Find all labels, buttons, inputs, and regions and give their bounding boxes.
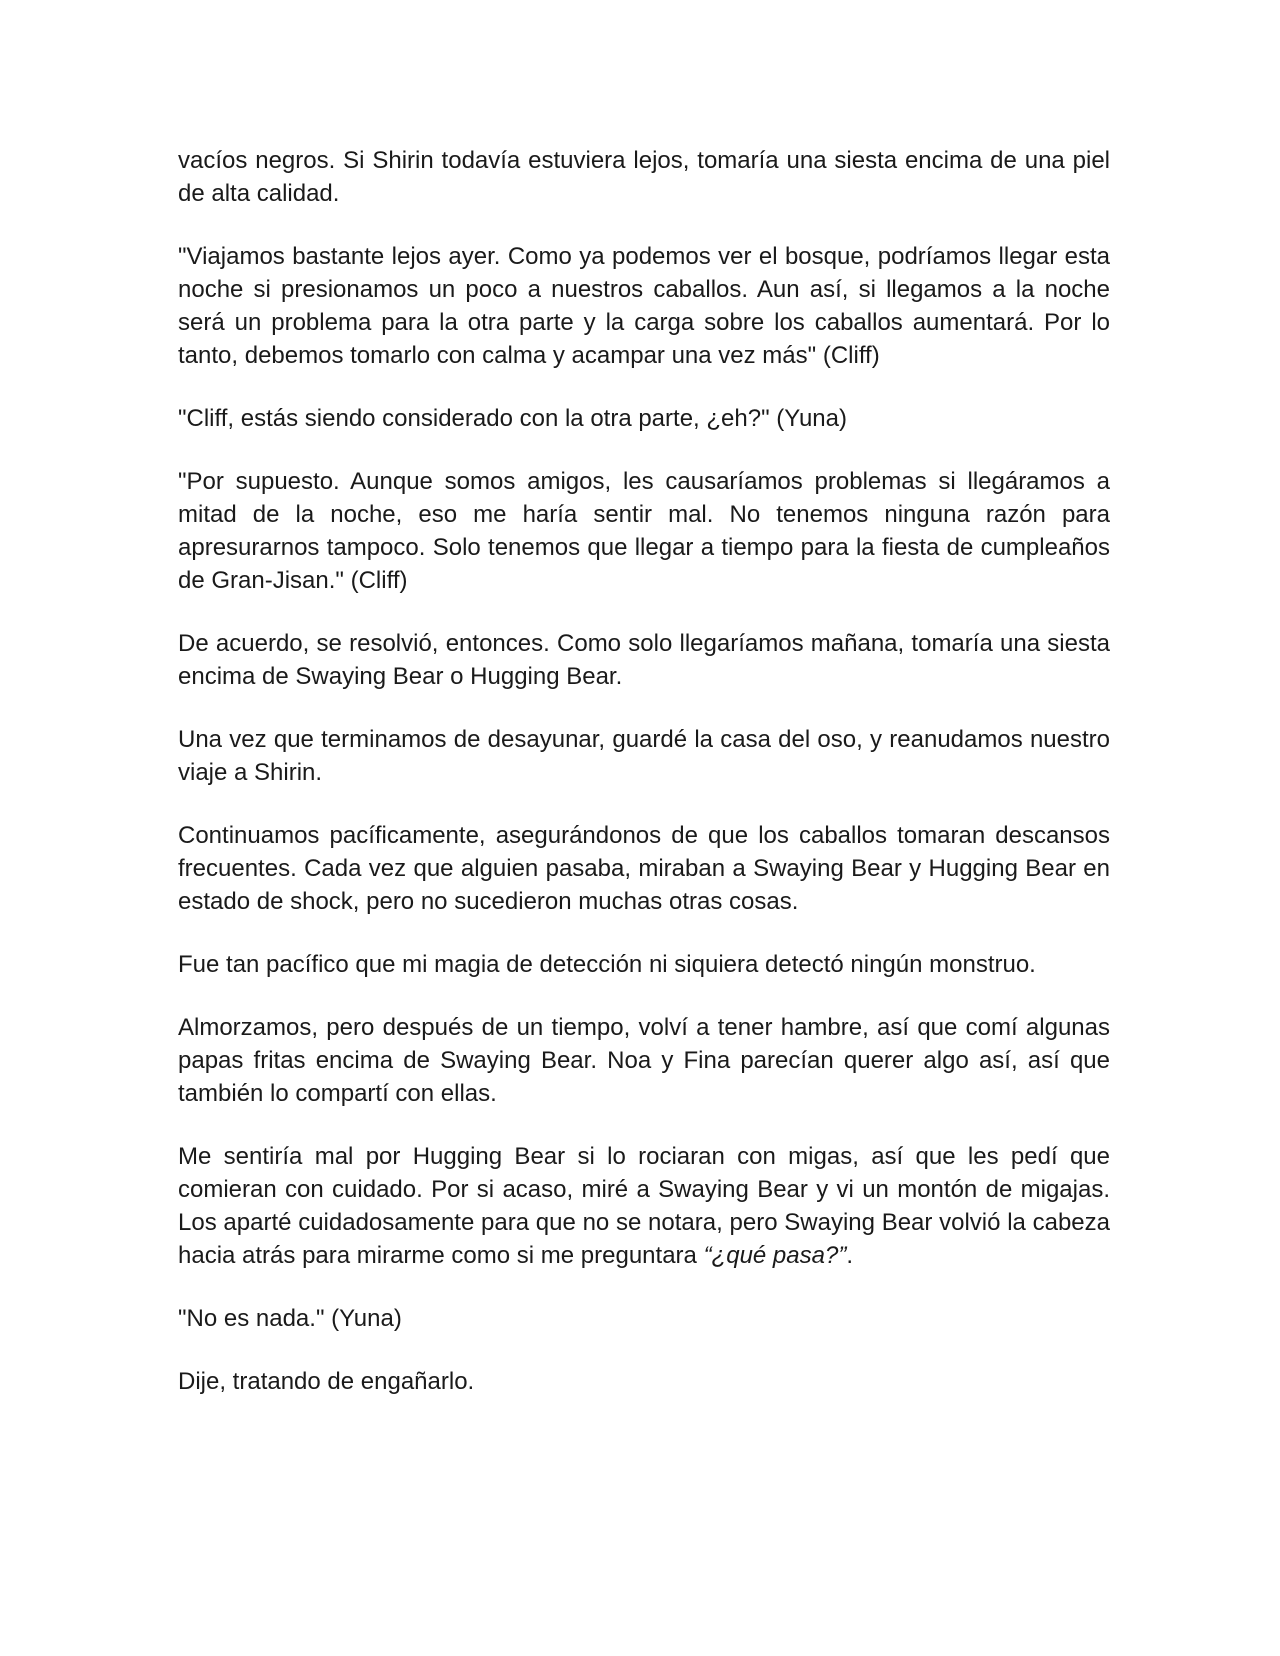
paragraph: Una vez que terminamos de desayunar, guardé la casa del oso, y reanudamos nuestro viaje a Shirin. (178, 726, 1110, 786)
paragraph-end: . (846, 1242, 853, 1269)
paragraph: Continuamos pacíficamente, asegurándonos de que los caballos tomaran descansos frecuentes. Cada vez que alguien pasaba, miraban a Swaying Bear y Hugging Bear en estado de shock, pero no sucedieron muchas otras cosas. (178, 822, 1110, 915)
paragraph-text: Me sentiría mal por Hugging Bear si lo rociaran con migas, así que les pedí que comieran con cuidado. Por si acaso, miré a Swaying Bear y vi un montón de migajas. Los aparté cuidadosamente para que no se notara, pero Swaying Bear volvió la cabeza hacia atrás para mirarme como si me preguntara (178, 1143, 1110, 1269)
paragraph: Fue tan pacífico que mi magia de detección ni siquiera detectó ningún monstruo. (178, 951, 1036, 978)
paragraph: Almorzamos, pero después de un tiempo, volví a tener hambre, así que comí algunas papas fritas encima de Swaying Bear. Noa y Fina parecían querer algo así, así que también lo compartí con ellas. (178, 1014, 1110, 1107)
paragraph: "Cliff, estás siendo considerado con la otra parte, ¿eh?" (Yuna) (178, 405, 847, 432)
paragraph: Dije, tratando de engañarlo. (178, 1368, 475, 1395)
paragraph: "No es nada." (Yuna) (178, 1305, 402, 1332)
paragraph: "Por supuesto. Aunque somos amigos, les causaríamos problemas si llegáramos a mitad de la noche, eso me haría sentir mal. No tenemos ninguna razón para apresurarnos tampoco. Solo tenemos que llegar a tiempo para la fiesta de cumpleaños de Gran-Jisan." (Cliff) (178, 468, 1110, 594)
document-page (178, 144, 1110, 1428)
paragraph (178, 1140, 1110, 1272)
italic-quote: “¿qué pasa?” (703, 1242, 847, 1269)
paragraph: vacíos negros. Si Shirin todavía estuviera lejos, tomaría una siesta encima de una piel de alta calidad. (178, 147, 1110, 207)
paragraph: De acuerdo, se resolvió, entonces. Como solo llegaríamos mañana, tomaría una siesta encima de Swaying Bear o Hugging Bear. (178, 630, 1110, 690)
paragraph: "Viajamos bastante lejos ayer. Como ya podemos ver el bosque, podríamos llegar esta noche si presionamos un poco a nuestros caballos. Aun así, si llegamos a la noche será un problema para la otra parte y la carga sobre los caballos aumentará. Por lo tanto, debemos tomarlo con calma y acampar una vez más" (Cliff) (178, 243, 1110, 369)
